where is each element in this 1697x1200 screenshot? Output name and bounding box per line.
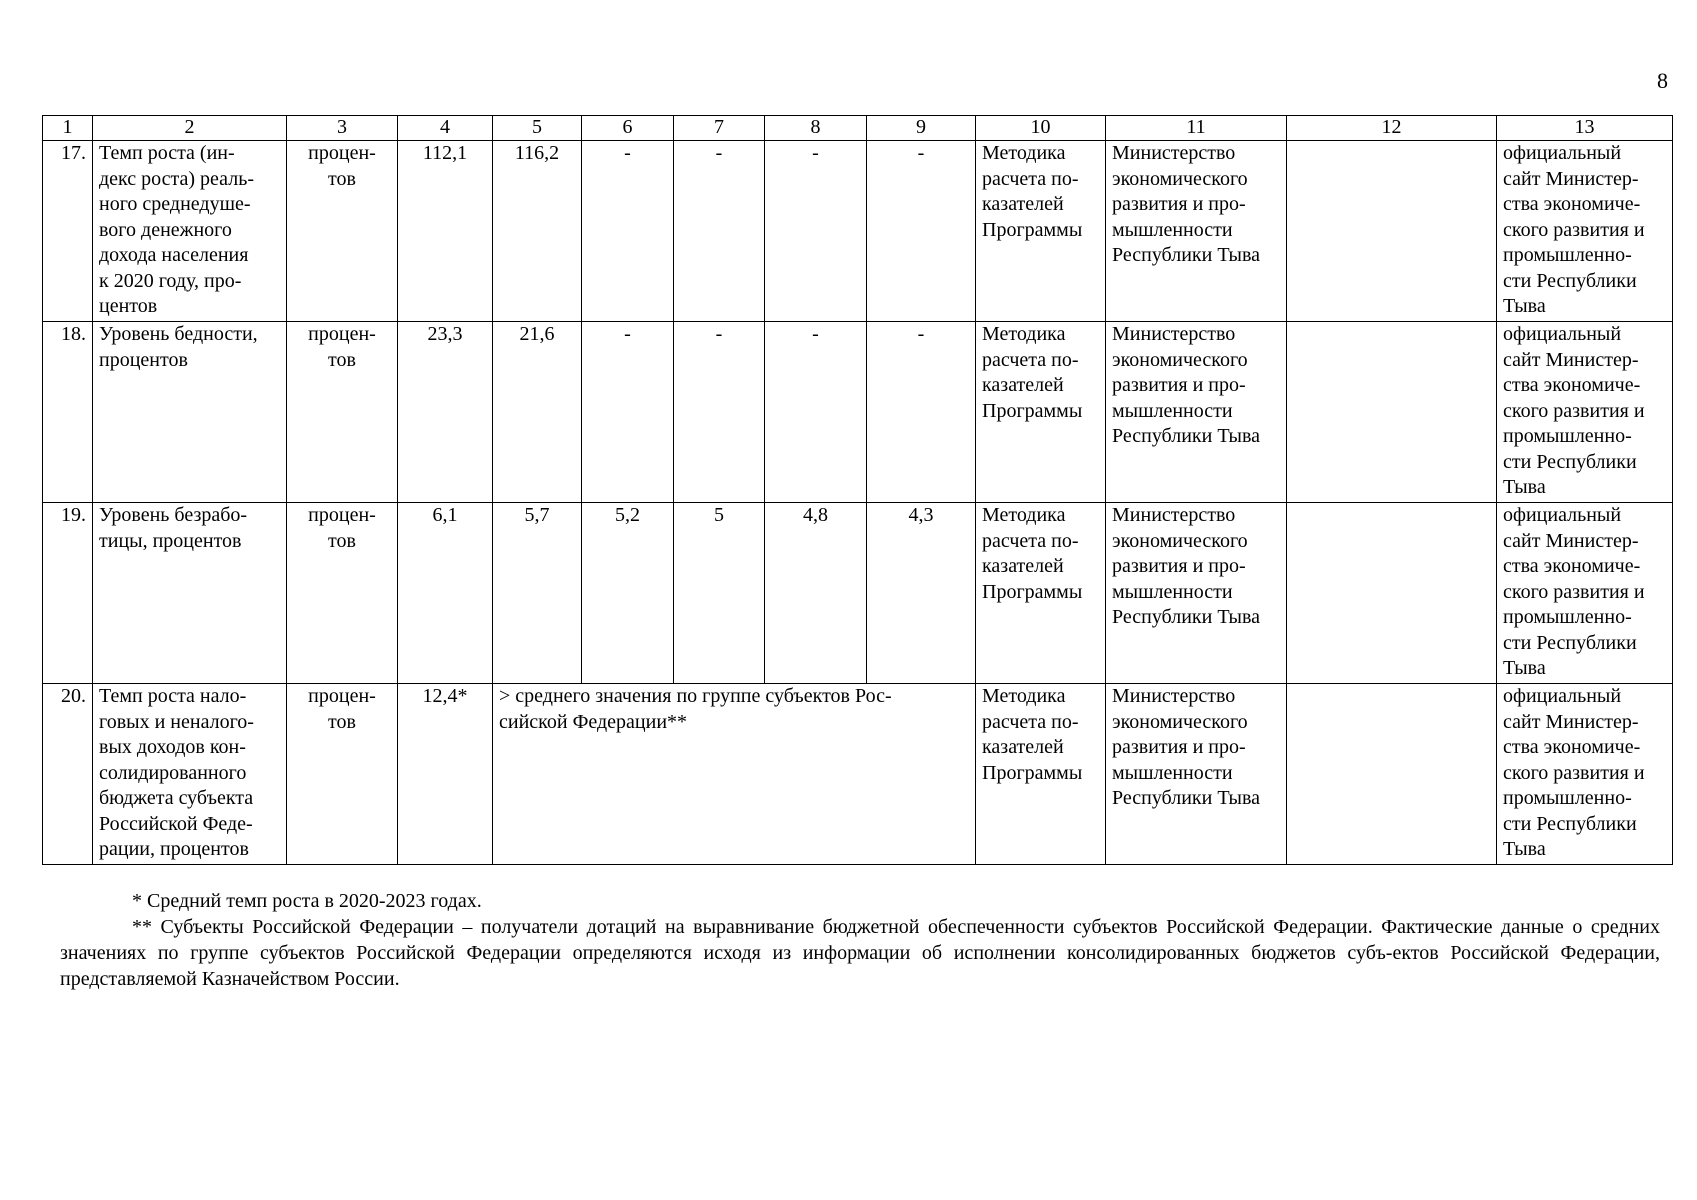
page-number: 8 [1657, 68, 1668, 93]
value-col-7: - [674, 322, 765, 503]
value-col-6: 5,2 [582, 503, 674, 684]
empty-col-12 [1287, 503, 1497, 684]
column-header-10: 10 [976, 116, 1106, 141]
method-cell: Методика расчета по- казателей Программы [976, 684, 1106, 865]
table-row [43, 322, 1673, 503]
table-row [43, 684, 1673, 865]
unit-cell: процен- тов [287, 503, 398, 684]
table-row [43, 503, 1673, 684]
value-col-4: 112,1 [398, 141, 493, 322]
row-number: 20. [43, 684, 93, 865]
column-header-3: 3 [287, 116, 398, 141]
empty-col-12 [1287, 322, 1497, 503]
value-col-6: - [582, 141, 674, 322]
source-cell: официальный сайт Министер- ства экономиче- ского развития и промышленно- сти Республики Тыва [1497, 503, 1673, 684]
value-col-7: - [674, 141, 765, 322]
column-header-9: 9 [867, 116, 976, 141]
column-header-8: 8 [765, 116, 867, 141]
value-col-5: 116,2 [493, 141, 582, 322]
unit-cell: процен- тов [287, 684, 398, 865]
unit-cell: процен- тов [287, 141, 398, 322]
value-col-4: 23,3 [398, 322, 493, 503]
footnotes [60, 888, 1660, 992]
responsible-cell: Министерство экономического развития и про- мышленности Республики Тыва [1106, 141, 1287, 322]
column-header-7: 7 [674, 116, 765, 141]
table-header-row [43, 116, 1673, 141]
column-header-11: 11 [1106, 116, 1287, 141]
column-header-12: 12 [1287, 116, 1497, 141]
column-header-6: 6 [582, 116, 674, 141]
merged-value-cell: > среднего значения по группе субъектов Рос- сийской Федерации** [493, 684, 976, 865]
value-col-8: - [765, 322, 867, 503]
indicators-table [42, 115, 1673, 865]
column-header-13: 13 [1497, 116, 1673, 141]
value-col-9: - [867, 141, 976, 322]
column-header-4: 4 [398, 116, 493, 141]
empty-col-12 [1287, 141, 1497, 322]
footnote-2: ** Субъекты Российской Федерации – получатели дотаций на выравнивание бюджетной обеспеченности субъектов Российской Федерации. Фактические данные о средних значениях по группе субъектов Российской Федерации определяются исходя из информации об исполнении консолидированных бюджетов субъ-ектов Российской Федерации, представляемой Казначейством России. [60, 916, 1660, 990]
method-cell: Методика расчета по- казателей Программы [976, 322, 1106, 503]
method-cell: Методика расчета по- казателей Программы [976, 141, 1106, 322]
value-col-6: - [582, 322, 674, 503]
value-col-7: 5 [674, 503, 765, 684]
value-col-8: 4,8 [765, 503, 867, 684]
method-cell: Методика расчета по- казателей Программы [976, 503, 1106, 684]
source-cell: официальный сайт Министер- ства экономиче- ского развития и промышленно- сти Республики Тыва [1497, 141, 1673, 322]
value-col-9: 4,3 [867, 503, 976, 684]
value-col-4: 12,4* [398, 684, 493, 865]
value-col-5: 5,7 [493, 503, 582, 684]
unit-cell: процен- тов [287, 322, 398, 503]
value-col-9: - [867, 322, 976, 503]
responsible-cell: Министерство экономического развития и про- мышленности Республики Тыва [1106, 684, 1287, 865]
value-col-5: 21,6 [493, 322, 582, 503]
indicator-name: Уровень бедности, процентов [93, 322, 287, 503]
row-number: 17. [43, 141, 93, 322]
indicator-name: Темп роста нало- говых и неналого- вых доходов кон- солидированного бюджета субъекта Российской Феде- рации, процентов [93, 684, 287, 865]
empty-col-12 [1287, 684, 1497, 865]
column-header-2: 2 [93, 116, 287, 141]
indicator-name: Уровень безрабо- тицы, процентов [93, 503, 287, 684]
column-header-1: 1 [43, 116, 93, 141]
responsible-cell: Министерство экономического развития и про- мышленности Республики Тыва [1106, 322, 1287, 503]
source-cell: официальный сайт Министер- ства экономиче- ского развития и промышленно- сти Республики Тыва [1497, 684, 1673, 865]
value-col-8: - [765, 141, 867, 322]
table-row [43, 141, 1673, 322]
row-number: 19. [43, 503, 93, 684]
source-cell: официальный сайт Министер- ства экономиче- ского развития и промышленно- сти Республики Тыва [1497, 322, 1673, 503]
value-col-4: 6,1 [398, 503, 493, 684]
column-header-5: 5 [493, 116, 582, 141]
responsible-cell: Министерство экономического развития и про- мышленности Республики Тыва [1106, 503, 1287, 684]
row-number: 18. [43, 322, 93, 503]
footnote-1: * Средний темп роста в 2020-2023 годах. [132, 890, 482, 912]
indicator-name: Темп роста (ин- декс роста) реаль- ного среднедуше- вого денежного дохода населения к 2020 году, про- центов [93, 141, 287, 322]
